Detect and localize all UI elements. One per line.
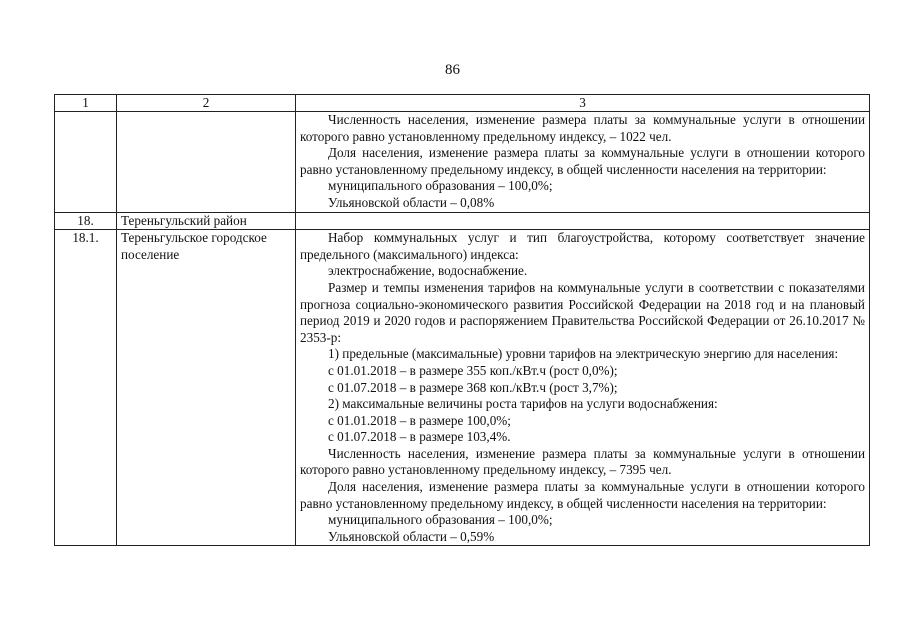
header-col-3: 3 [296,95,870,112]
row-name-cell: Тереньгульское городское поселение [117,230,296,546]
paragraph: муниципального образования – 100,0%; [328,512,553,528]
row-description-cell [296,112,870,213]
paragraph: Численность населения, изменение размера платы за коммунальные услуги в отношении которого равно установленному предельному индексу, – 7395 чел. [300,445,865,478]
row-description-cell [296,230,870,546]
row-name-cell [117,112,296,213]
paragraph: Ульяновской области – 0,59% [328,528,495,544]
tariff-table [54,94,870,546]
paragraph: Численность населения, изменение размера платы за коммунальные услуги в отношении которого равно установленному предельному индексу, – 1022 чел. [300,112,865,144]
row-number-cell: 18.1. [55,230,117,546]
row-description-cell [296,212,870,230]
table-row-18-1 [55,230,870,546]
paragraph: с 01.01.2018 – в размере 355 коп./кВт.ч (рост 0,0%); [328,362,618,378]
paragraph: Ульяновской области – 0,08% [328,194,495,210]
paragraph: муниципального образования – 100,0%; [328,178,553,194]
table-row-continuation [55,112,870,213]
header-col-2: 2 [117,95,296,112]
header-col-1: 1 [55,95,117,112]
table-row-18 [55,212,870,230]
paragraph: Набор коммунальных услуг и тип благоустройства, которому соответствует значение предельного (максимального) индекса: [300,230,865,262]
paragraph: электроснабжение, водоснабжение. [328,263,528,279]
row-number-cell [55,112,117,213]
paragraph: Доля населения, изменение размера платы за коммунальные услуги в отношении которого равно установленному предельному индексу, в общей численности населения на территории: [300,479,865,511]
paragraph: Размер и темпы изменения тарифов на коммунальные услуги в соответствии с показателями прогноза социально-экономического развития Российской Федерации на 2018 год и на плановый период 2019 и 2020 годов и распоряжением Правительства Российской Федерации от 26.10.2017 № 2353-р: [300,279,865,345]
paragraph: с 01.07.2018 – в размере 103,4%. [328,429,511,445]
paragraph: с 01.07.2018 – в размере 368 коп./кВт.ч (рост 3,7%); [328,379,618,395]
row-number-cell: 18. [55,212,117,230]
page-number: 86 [445,62,460,78]
paragraph: 1) предельные (максимальные) уровни тарифов на электрическую энергию для населения: [328,346,839,362]
paragraph: 2) максимальные величины роста тарифов на услуги водоснабжения: [328,396,718,412]
paragraph: с 01.01.2018 – в размере 100,0%; [328,412,511,428]
table-header-row [55,95,870,112]
row-name-cell: Тереньгульский район [117,212,296,230]
paragraph: Доля населения, изменение размера платы за коммунальные услуги в отношении которого равно установленному предельному индексу, в общей численности населения на территории: [300,145,865,177]
